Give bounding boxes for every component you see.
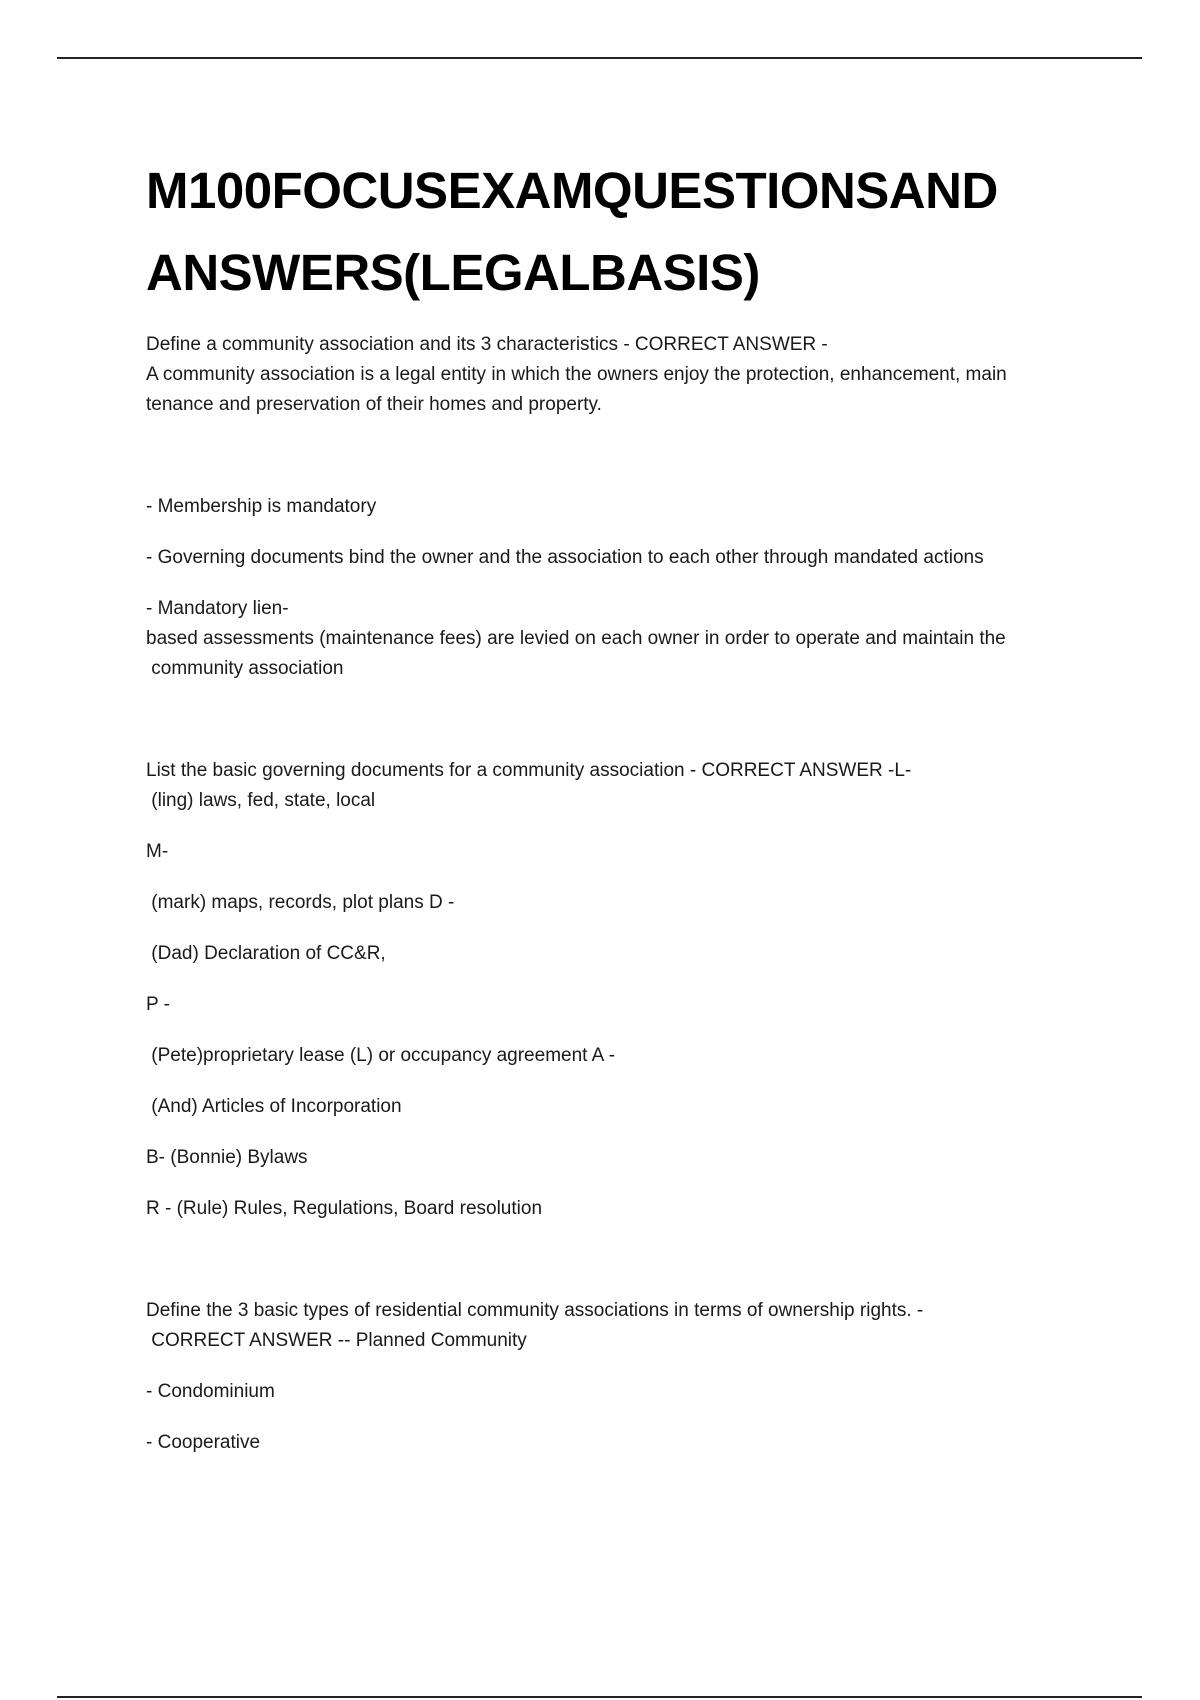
answer-text: - Condominium: [146, 1381, 275, 1402]
answer-text: tenance and preservation of their homes and property.: [146, 394, 602, 415]
answer-text: R - (Rule) Rules, Regulations, Board resolution: [146, 1198, 543, 1219]
qa-block-2: [146, 756, 1106, 1224]
title-line: M100FOCUSEXAMQUESTIONSAND: [146, 162, 998, 219]
bullet-item: - Mandatory lien-: [146, 598, 289, 619]
answer-text: (Dad) Declaration of CC&R,: [146, 943, 386, 964]
answer-text: - Cooperative: [146, 1432, 261, 1453]
document-title: [146, 150, 1106, 314]
question-text: Define the 3 basic types of residential community associations in terms of ownership rights. -: [146, 1300, 924, 1321]
answer-text: P -: [146, 994, 170, 1015]
answer-text: (mark) maps, records, plot plans D -: [146, 892, 455, 913]
bullet-item: - Membership is mandatory: [146, 496, 377, 517]
qa-block-1: [146, 330, 1106, 684]
answer-text: (Pete)proprietary lease (L) or occupancy agreement A -: [146, 1045, 615, 1066]
answer-text: (ling) laws, fed, state, local: [146, 790, 376, 811]
answer-text: (And) Articles of Incorporation: [146, 1096, 402, 1117]
qa-block-3: [146, 1296, 1106, 1458]
answer-text: CORRECT ANSWER -- Planned Community: [146, 1330, 527, 1351]
title-line: ANSWERS(LEGALBASIS): [146, 244, 760, 301]
bullet-item: community association: [146, 658, 344, 679]
answer-text: B- (Bonnie) Bylaws: [146, 1147, 308, 1168]
answer-text: M-: [146, 841, 169, 862]
question-text: Define a community association and its 3 characteristics - CORRECT ANSWER -: [146, 334, 828, 355]
top-rule: [57, 57, 1142, 59]
question-text: List the basic governing documents for a community association - CORRECT ANSWER -L-: [146, 760, 912, 781]
document-body: [146, 150, 1106, 1458]
bottom-rule: [57, 1696, 1142, 1698]
bullet-item: - Governing documents bind the owner and the association to each other through mandated actions: [146, 547, 984, 568]
answer-text: A community association is a legal entity in which the owners enjoy the protection, enhancement, main: [146, 364, 1007, 385]
bullet-item: based assessments (maintenance fees) are levied on each owner in order to operate and maintain the: [146, 628, 1006, 649]
